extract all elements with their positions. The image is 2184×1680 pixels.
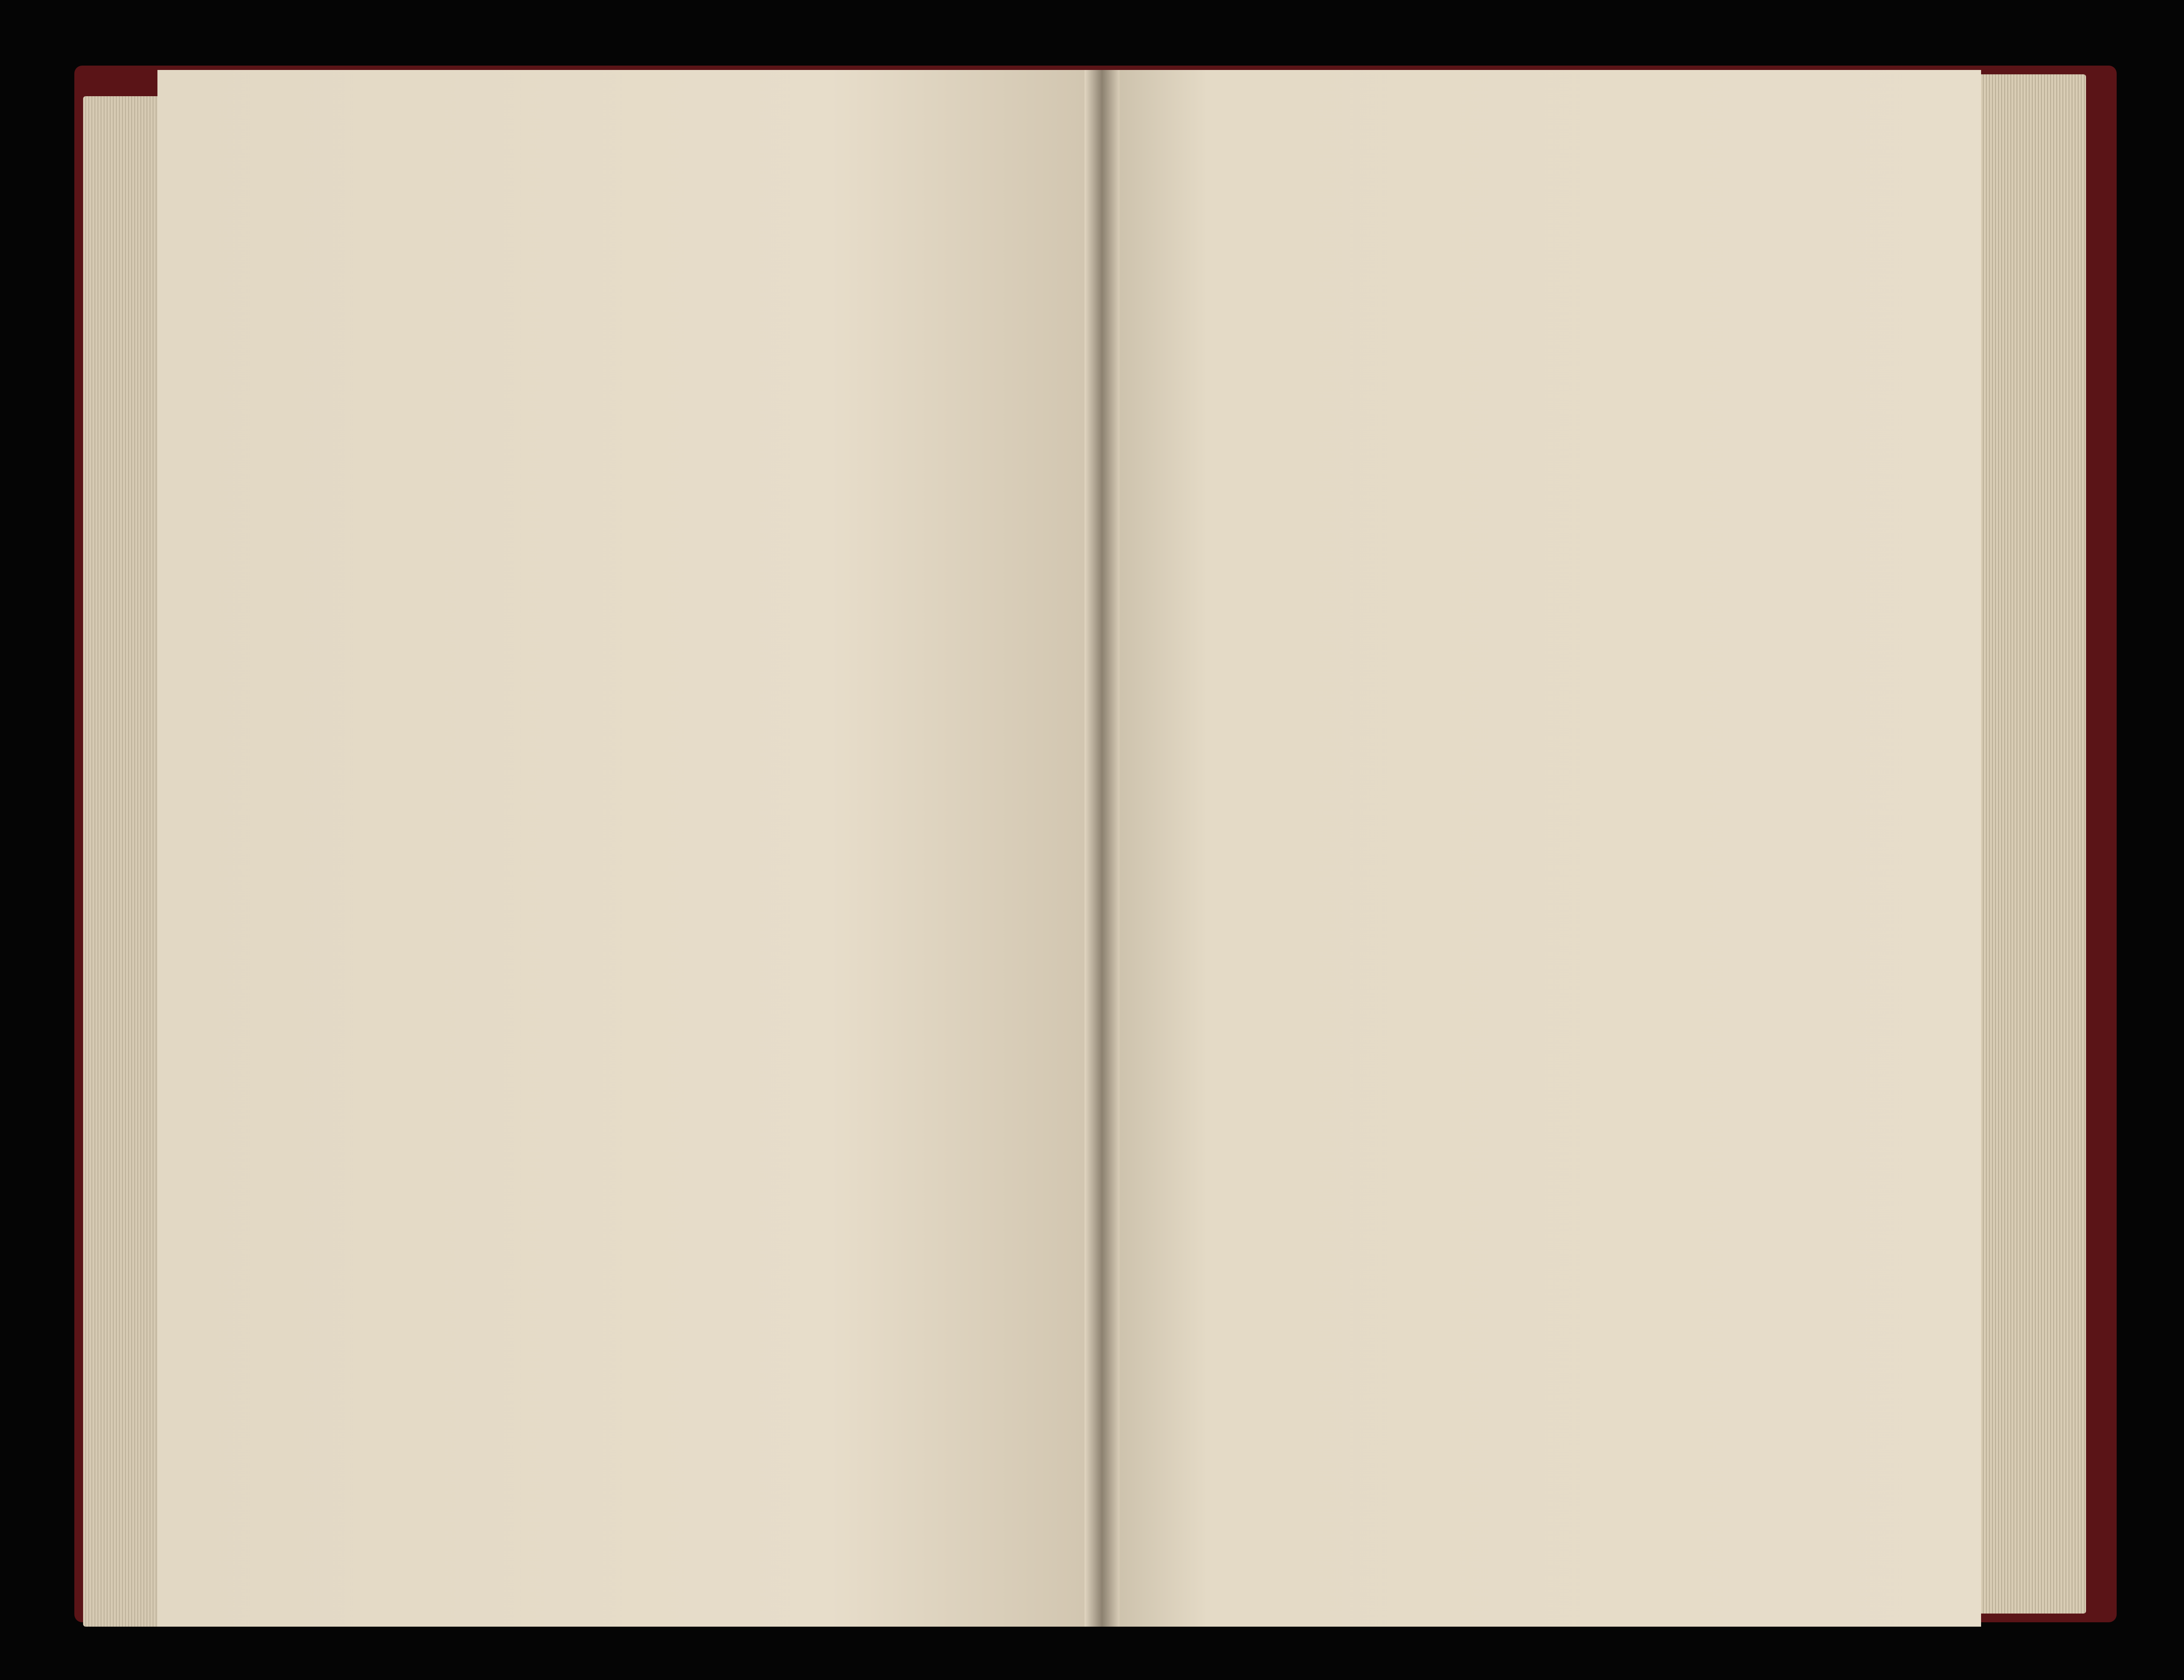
book-gutter <box>1085 70 1120 1627</box>
left-page <box>157 70 1120 1627</box>
right-page <box>1102 70 1981 1627</box>
